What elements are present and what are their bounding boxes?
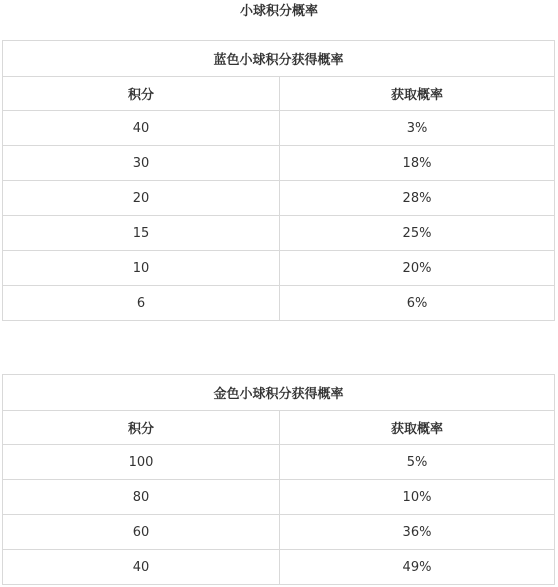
points-cell: 20 — [3, 181, 280, 216]
table-row — [3, 445, 555, 480]
table-caption: 金色小球积分获得概率 — [3, 375, 555, 411]
probability-cell: 49% — [280, 550, 555, 585]
table-row — [3, 286, 555, 321]
table-row — [3, 146, 555, 181]
points-cell: 15 — [3, 216, 280, 251]
column-header-probability: 获取概率 — [280, 411, 555, 445]
probability-cell: 20% — [280, 251, 555, 286]
table-row — [3, 111, 555, 146]
blue-ball-table — [2, 40, 555, 321]
column-header-probability: 获取概率 — [280, 77, 555, 111]
table-header-row — [3, 411, 555, 445]
table-header-row — [3, 77, 555, 111]
probability-cell: 36% — [280, 515, 555, 550]
probability-cell: 5% — [280, 445, 555, 480]
table-caption-row — [3, 41, 555, 77]
points-cell: 40 — [3, 550, 280, 585]
probability-cell: 18% — [280, 146, 555, 181]
points-cell: 30 — [3, 146, 280, 181]
probability-cell: 6% — [280, 286, 555, 321]
table-caption-row — [3, 375, 555, 411]
points-cell: 10 — [3, 251, 280, 286]
table-row — [3, 480, 555, 515]
table-row — [3, 251, 555, 286]
table-row — [3, 515, 555, 550]
table-row — [3, 216, 555, 251]
probability-cell: 10% — [280, 480, 555, 515]
probability-cell: 3% — [280, 111, 555, 146]
column-header-points: 积分 — [3, 411, 280, 445]
table-caption: 蓝色小球积分获得概率 — [3, 41, 555, 77]
points-cell: 40 — [3, 111, 280, 146]
points-cell: 6 — [3, 286, 280, 321]
points-cell: 100 — [3, 445, 280, 480]
gold-ball-table — [2, 374, 555, 585]
points-cell: 80 — [3, 480, 280, 515]
probability-cell: 28% — [280, 181, 555, 216]
probability-cell: 25% — [280, 216, 555, 251]
points-cell: 60 — [3, 515, 280, 550]
table-row — [3, 181, 555, 216]
table-row — [3, 550, 555, 585]
page-title: 小球积分概率 — [239, 4, 318, 19]
column-header-points: 积分 — [3, 77, 280, 111]
